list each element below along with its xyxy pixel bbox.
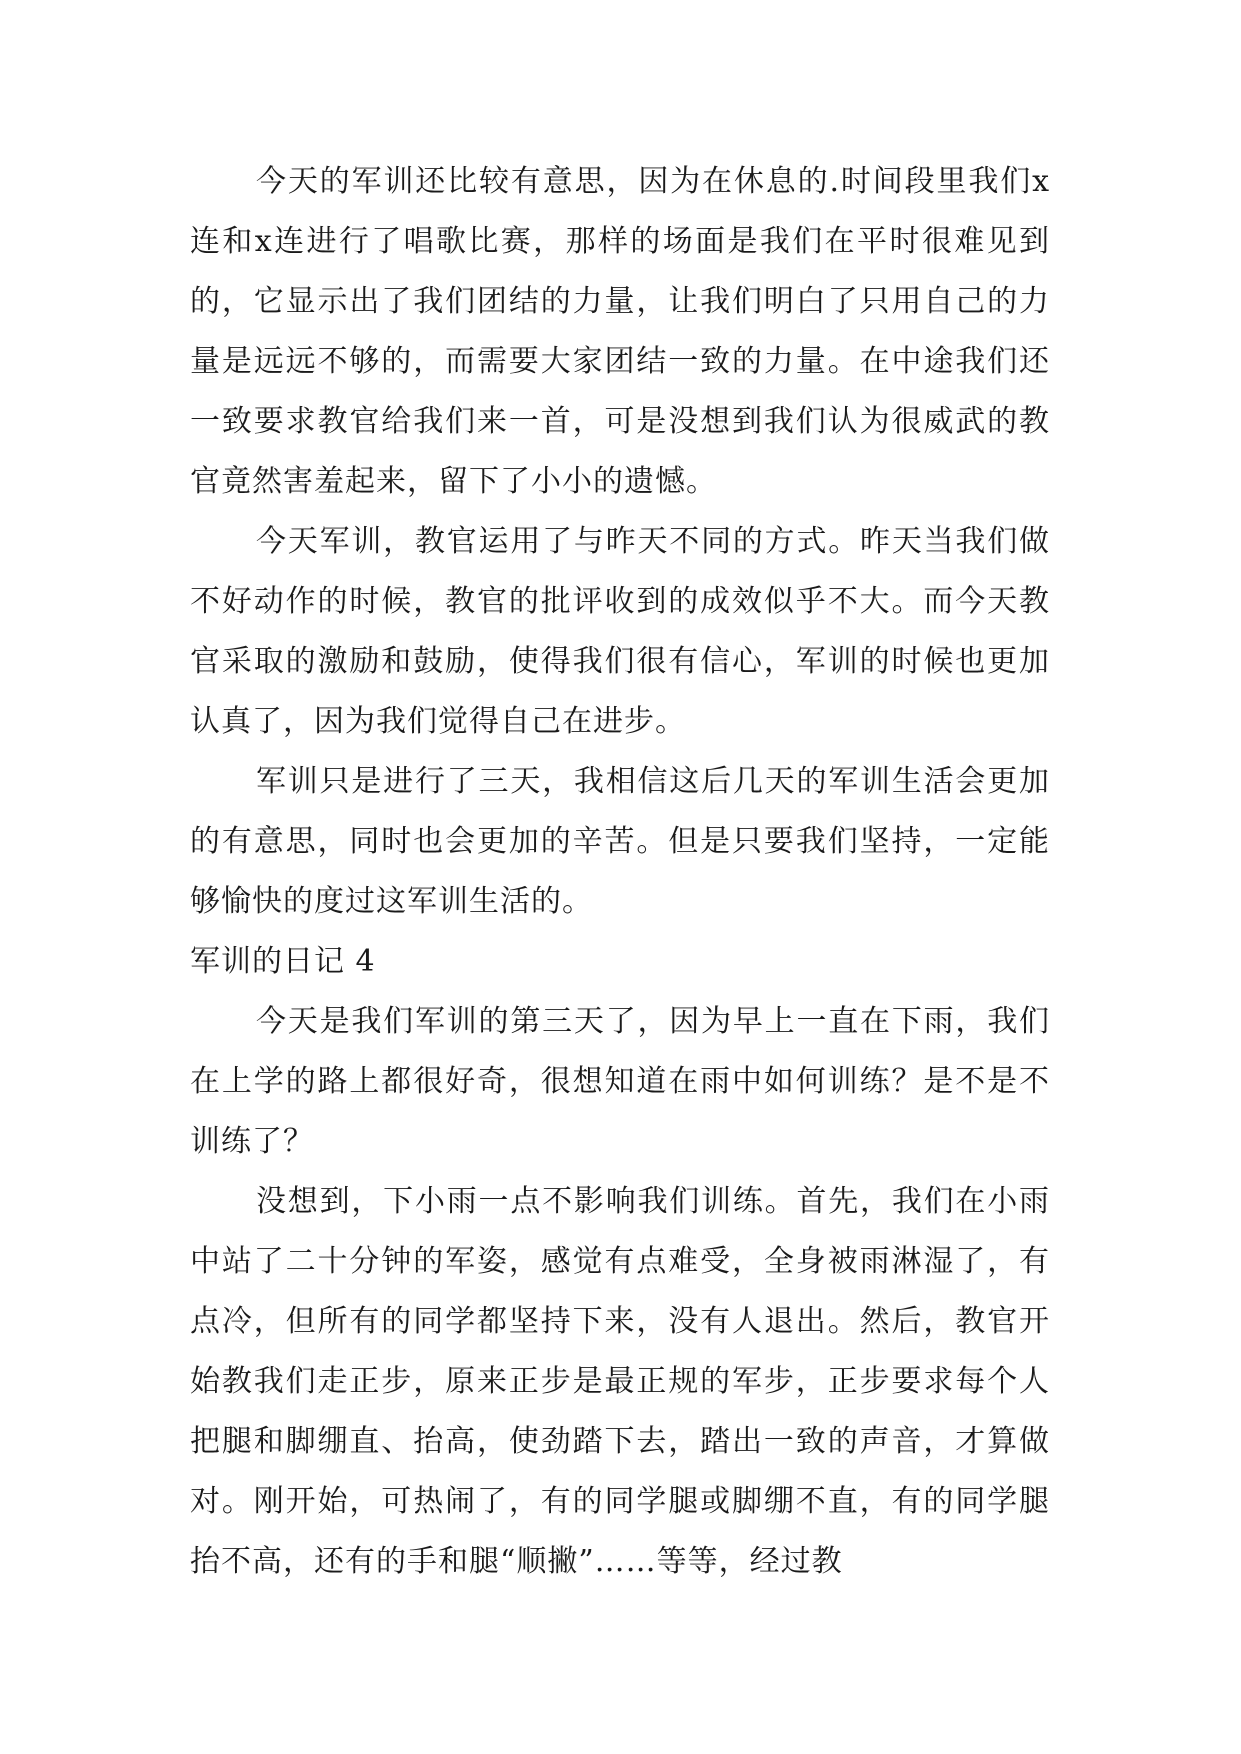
paragraph-3: 军训只是进行了三天，我相信这后几天的军训生活会更加的有意思，同时也会更加的辛苦。但是只要我们坚持，一定能够愉快的度过这军训生活的。 (190, 764, 1050, 919)
paragraph-5: 没想到，下小雨一点不影响我们训练。首先，我们在小雨中站了二十分钟的军姿，感觉有点难受，全身被雨淋湿了，有点冷，但所有的同学都坚持下来，没有人退出。然后，教官开始教我们走正步，原来正步是最正规的军步，正步要求每个人把腿和脚绷直、抬高，使劲踏下去，踏出一致的声音，才算做对。刚开始，可热闹了，有的同学腿或脚绷不直，有的同学腿抬不高，还有的手和腿“顺撇”……等等，经过教 (190, 1184, 1050, 1579)
section-title: 军训的日记 4 (190, 944, 376, 979)
document-body (190, 152, 1050, 1592)
paragraph-4: 今天是我们军训的第三天了，因为早上一直在下雨，我们在上学的路上都很好奇，很想知道在雨中如何训练？是不是不训练了？ (190, 1004, 1050, 1159)
paragraph-1: 今天的军训还比较有意思，因为在休息的.时间段里我们x连和x连进行了唱歌比赛，那样的场面是我们在平时很难见到的，它显示出了我们团结的力量，让我们明白了只用自己的力量是远远不够的，而需要大家团结一致的力量。在中途我们还一致要求教官给我们来一首，可是没想到我们认为很威武的教官竟然害羞起来，留下了小小的遗憾。 (190, 164, 1050, 499)
paragraph-2: 今天军训，教官运用了与昨天不同的方式。昨天当我们做不好动作的时候，教官的批评收到的成效似乎不大。而今天教官采取的激励和鼓励，使得我们很有信心，军训的时候也更加认真了，因为我们觉得自己在进步。 (190, 524, 1050, 739)
